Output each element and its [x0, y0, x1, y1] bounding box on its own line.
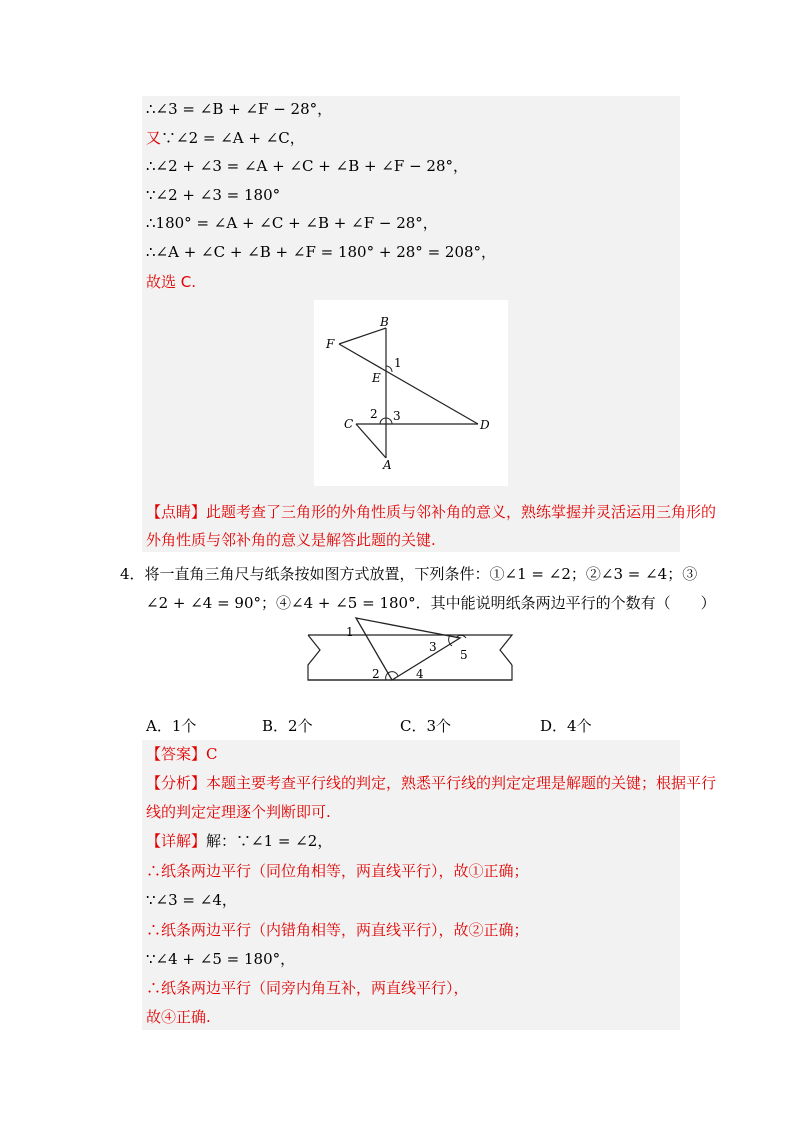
- solution-line-2: [146, 128, 305, 148]
- paper-strip-figure: [300, 616, 522, 684]
- strip-label-1: 1: [346, 625, 354, 639]
- detail-rest: 解：∵∠1 = ∠2，: [206, 832, 333, 850]
- question-line-1: 4．将一直角三角尺与纸条按如图方式放置，下列条件：①∠1 = ∠2；②∠3 = ∠4；③: [120, 565, 698, 583]
- analysis-line-1: 【分析】本题主要考查平行线的判定，熟悉平行线的判定定理是解题的关键；根据平行: [146, 774, 717, 792]
- strip-label-5: 5: [460, 648, 468, 662]
- strip-label-2: 2: [372, 667, 380, 681]
- solution-line-2-prefix: 又: [146, 129, 162, 147]
- question-line-2: ∠2 + ∠4 = 90°；④∠4 + ∠5 = 180°．其中能说明纸条两边平行的个数有（ ）: [146, 594, 716, 612]
- step-line-3: ∴纸条两边平行（内错角相等，两直线平行），故②正确；: [146, 921, 529, 939]
- detail-prefix: 【详解】: [146, 832, 207, 850]
- label-angle-3: 3: [393, 409, 401, 423]
- option-c: C．3个: [400, 717, 452, 735]
- solution-line-2-rest: ∵∠2 = ∠A + ∠C，: [161, 129, 305, 147]
- solution-line-7: 故选 C.: [146, 273, 197, 291]
- label-E: E: [372, 371, 381, 385]
- option-b: B．2个: [262, 717, 313, 735]
- label-angle-1: 1: [394, 356, 402, 370]
- note-line-1: 【点睛】此题考查了三角形的外角性质与邻补角的意义，熟练掌握并灵活运用三角形的: [146, 503, 717, 521]
- step-line-1: ∴纸条两边平行（同位角相等，两直线平行），故①正确；: [146, 862, 529, 880]
- label-angle-2: 2: [370, 407, 378, 421]
- triangle-figure: [314, 300, 508, 486]
- label-C: C: [344, 417, 354, 431]
- step-line-5: ∴纸条两边平行（同旁内角互补，两直线平行），: [146, 979, 469, 997]
- label-D: D: [480, 418, 490, 432]
- solution-line-5: ∴180° = ∠A + ∠C + ∠B + ∠F − 28°，: [146, 214, 438, 232]
- label-A: A: [383, 458, 392, 472]
- solution-line-1: ∴∠3 = ∠B + ∠F − 28°，: [146, 100, 333, 118]
- detail-line: [146, 831, 332, 851]
- step-line-2: ∵∠3 = ∠4，: [146, 891, 237, 909]
- strip-label-3: 3: [429, 640, 437, 654]
- step-line-4: ∵∠4 + ∠5 = 180°，: [146, 950, 296, 968]
- option-a: A．1个: [146, 717, 197, 735]
- step-line-6: 故④正确.: [146, 1008, 211, 1026]
- analysis-line-2: 线的判定定理逐个判断即可.: [146, 803, 331, 821]
- note-line-2: 外角性质与邻补角的意义是解答此题的关键.: [146, 531, 436, 549]
- answer-line: 【答案】C: [146, 745, 218, 763]
- strip-label-4: 4: [416, 667, 424, 681]
- solution-line-3: ∴∠2 + ∠3 = ∠A + ∠C + ∠B + ∠F − 28°，: [146, 157, 468, 175]
- option-d: D．4个: [540, 717, 592, 735]
- label-F: F: [326, 337, 335, 351]
- triangle-figure-background: [314, 300, 508, 486]
- solution-line-6: ∴∠A + ∠C + ∠B + ∠F = 180° + 28° = 208°，: [146, 243, 497, 261]
- solution-line-4: ∵∠2 + ∠3 = 180°: [146, 186, 281, 204]
- label-B: B: [380, 315, 389, 329]
